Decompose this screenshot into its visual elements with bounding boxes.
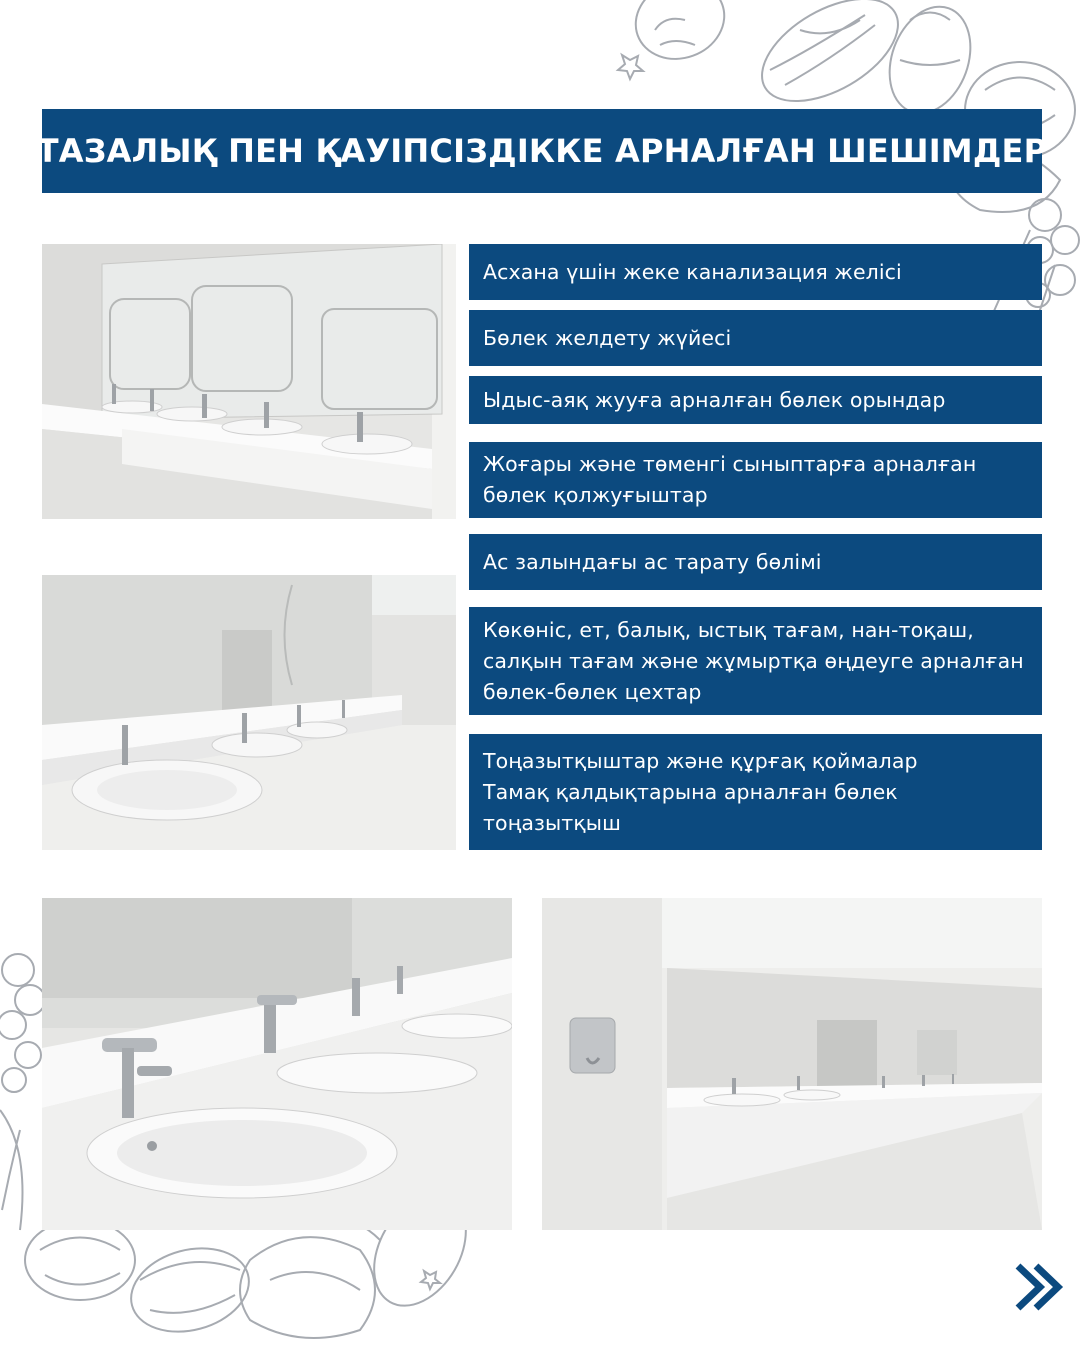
feature-label: Бөлек желдету жүйесі xyxy=(483,325,732,350)
double-chevron-right-icon[interactable] xyxy=(1012,1262,1064,1312)
feature-label: Ас залындағы ас тарату бөлімі xyxy=(483,549,822,574)
page-title: ТАЗАЛЫҚ ПЕН ҚАУІПСІЗДІККЕ АРНАЛҒАН ШЕШІМДЕР xyxy=(36,132,1048,170)
feature-label: Тоңазытқыштар және құрғақ қоймалар Тамақ қалдықтарына арналған бөлек тоңазытқыш xyxy=(483,748,918,835)
feature-processing-workshops xyxy=(469,607,1042,715)
feature-dishwashing xyxy=(469,376,1042,424)
feature-label: Көкөніс, ет, балық, ыстық тағам, нан-тоқаш, салқын тағам және жұмыртқа өңдеуге арналған бөлек-бөлек цехтар xyxy=(483,617,1024,704)
title-banner xyxy=(36,109,1048,193)
washroom-photo-hand-dryer xyxy=(542,898,1042,1230)
washroom-photo-closeup xyxy=(42,898,512,1230)
feature-label: Жоғары және төменгі сыныптарға арналған бөлек қолжуғыштар xyxy=(483,452,977,507)
feature-sewer-line xyxy=(469,244,1042,300)
feature-ventilation xyxy=(469,310,1042,366)
feature-refrigerators-storage xyxy=(469,734,1042,850)
feature-handwash-stations xyxy=(469,442,1042,518)
feature-label: Асхана үшін жеке канализация желісі xyxy=(483,259,902,284)
washroom-photo-sinks xyxy=(42,575,456,850)
feature-serving-area xyxy=(469,534,1042,590)
washroom-photo-mirrors xyxy=(42,244,456,519)
feature-label: Ыдыс-аяқ жууға арналған бөлек орындар xyxy=(483,387,946,412)
